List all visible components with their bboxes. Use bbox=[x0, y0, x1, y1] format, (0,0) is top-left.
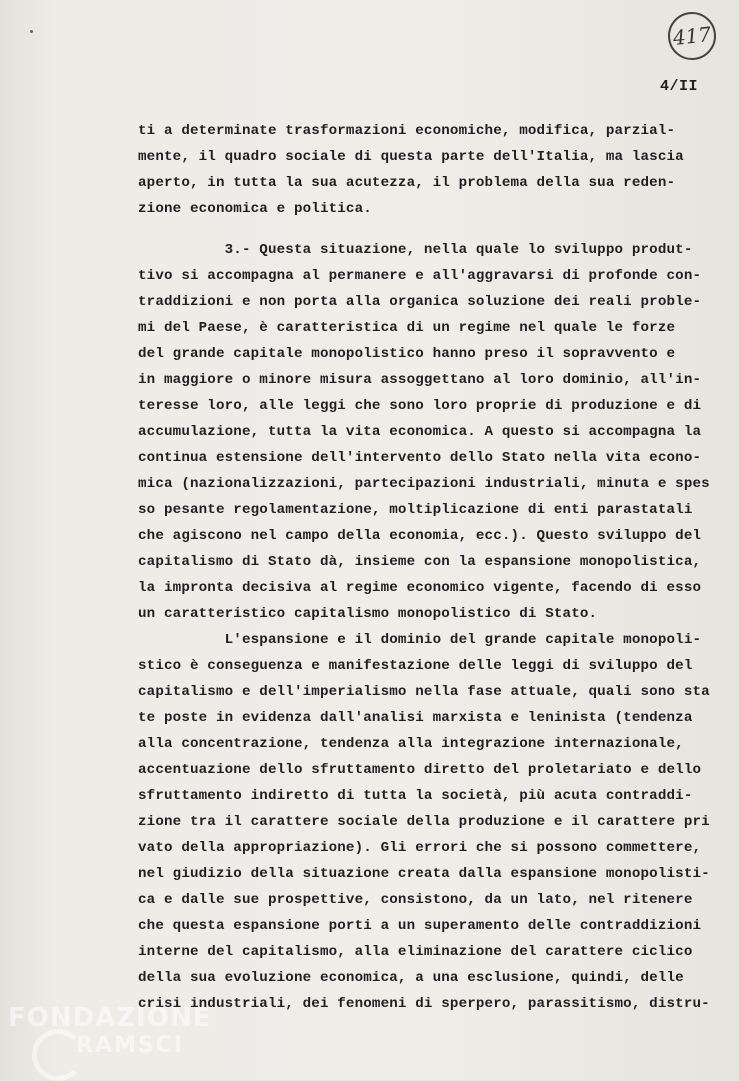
text-line: della sua evoluzione economica, a una esclusione, quindi, delle bbox=[138, 970, 684, 986]
text-line: alla concentrazione, tendenza alla integrazione internazionale, bbox=[138, 736, 684, 752]
ink-speck bbox=[30, 30, 33, 33]
text-line: la impronta decisiva al regime economico vigente, facendo di esso bbox=[138, 580, 702, 596]
text-line: ti a determinate trasformazioni economiche, modifica, parzial- bbox=[138, 123, 676, 139]
text-line: vato della appropriazione). Gli errori che si possono commettere, bbox=[138, 840, 702, 856]
text-line: te poste in evidenza dall'analisi marxista e leninista (tendenza bbox=[138, 710, 693, 726]
text-line: del grande capitale monopolistico hanno preso il sopravvento e bbox=[138, 346, 676, 362]
text-line: continua estensione dell'intervento dello Stato nella vita econo- bbox=[138, 450, 702, 466]
text-line: mi del Paese, è caratteristica di un regime nel quale le forze bbox=[138, 320, 676, 336]
text-line: capitalismo di Stato dà, insieme con la espansione monopolistica, bbox=[138, 554, 702, 570]
text-line: L'espansione e il dominio del grande capitale monopoli- bbox=[138, 632, 702, 648]
text-line: che questa espansione porti a un superamento delle contraddizioni bbox=[138, 918, 702, 934]
text-line: teresse loro, alle leggi che sono loro proprie di produzione e di bbox=[138, 398, 702, 414]
text-line: mica (nazionalizzazioni, partecipazioni industriali, minuta e spes bbox=[138, 476, 710, 492]
text-line: un caratteristico capitalismo monopolistico di Stato. bbox=[138, 606, 598, 622]
archive-number-stamp: 417 bbox=[666, 10, 719, 63]
text-line: traddizioni e non porta alla organica soluzione dei reali proble- bbox=[138, 294, 702, 310]
text-line: mente, il quadro sociale di questa parte dell'Italia, ma lascia bbox=[138, 149, 684, 165]
text-line: zione economica e politica. bbox=[138, 201, 372, 217]
text-line: tivo si accompagna al permanere e all'aggravarsi di profonde con- bbox=[138, 268, 702, 284]
page-number: 4/II bbox=[660, 78, 699, 95]
text-line: zione tra il carattere sociale della produzione e il carattere pri bbox=[138, 814, 710, 830]
fondazione-gramsci-watermark bbox=[2, 1003, 222, 1078]
text-line: capitalismo e dell'imperialismo nella fase attuale, quali sono sta bbox=[138, 684, 710, 700]
text-line: stico è conseguenza e manifestazione delle leggi di sviluppo del bbox=[138, 658, 693, 674]
text-line: che agiscono nel campo della economia, ecc.). Questo sviluppo del bbox=[138, 528, 702, 544]
text-line: accentuazione dello sfruttamento diretto del proletariato e dello bbox=[138, 762, 702, 778]
watermark-line2: RAMSCI bbox=[76, 1033, 185, 1058]
text-line: in maggiore o minore misura assoggettano al loro dominio, all'in- bbox=[138, 372, 702, 388]
watermark-line1: FONDAZIONE bbox=[8, 1003, 212, 1033]
text-line: nel giudizio della situazione creata dalla espansione monopolisti- bbox=[138, 866, 710, 882]
text-line: accumulazione, tutta la vita economica. A questo si accompagna la bbox=[138, 424, 702, 440]
text-line: interne del capitalismo, alla eliminazione del carattere ciclico bbox=[138, 944, 693, 960]
text-line: 3.- Questa situazione, nella quale lo sviluppo produt- bbox=[138, 242, 693, 258]
text-line: sfruttamento indiretto di tutta la società, più acuta contraddi- bbox=[138, 788, 693, 804]
text-line: aperto, in tutta la sua acutezza, il problema della sua reden- bbox=[138, 175, 676, 191]
text-line: ca e dalle sue prospettive, consistono, da un lato, nel ritenere bbox=[138, 892, 693, 908]
text-line: so pesante regolamentazione, moltiplicazione di enti parastatali bbox=[138, 502, 693, 518]
text-line: crisi industriali, dei fenomeni di sperpero, parassitismo, distru- bbox=[138, 996, 710, 1012]
